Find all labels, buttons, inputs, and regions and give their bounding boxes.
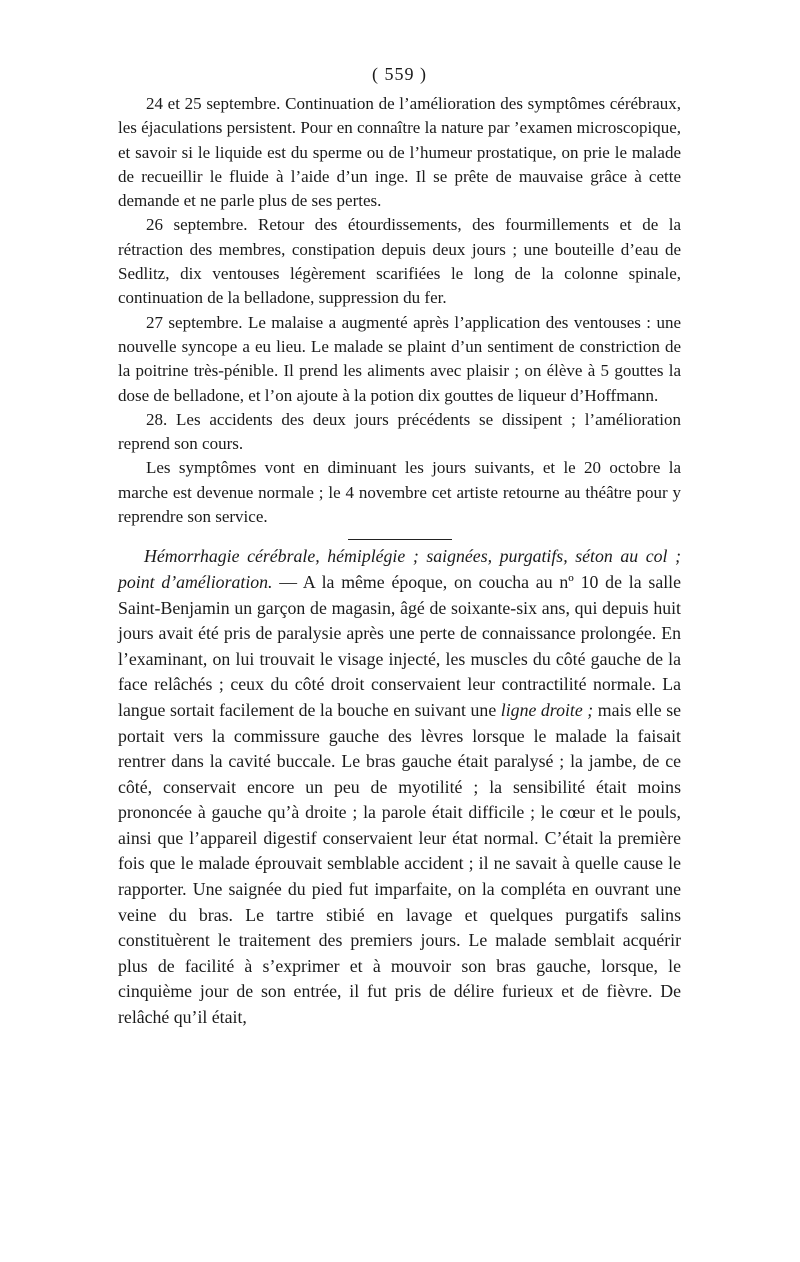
page-number: ( 559 ) (372, 64, 427, 84)
book-page (118, 62, 681, 1031)
section-separator (348, 539, 452, 540)
paragraph-sept-24-25: 24 et 25 septembre. Continuation de l’amélioration des symptômes cérébraux, les éjaculations persistent. Pour en connaître la nature par ’examen microscopique, et savoir si le liquide est du sperme ou de l’humeur prostatique, on prie le malade de recueillir le fluide à l’aide d’un inge. Il se prête de mauvaise grâce à cette demande et ne parle plus de ses pertes. (118, 94, 681, 211)
paragraph-28: 28. Les accidents des deux jours précédents se dissipent ; l’amélioration reprend son cours. (118, 409, 681, 454)
section-body-continued: mais elle se portait vers la commissure gauche des lèvres lorsque le malade la faisait rentrer dans la cavité buccale. Le bras gauche était paralysé ; la jambe, de ce côté, conservait encore un peu de myotilité ; la sensibilité était moins prononcée à gauche qu’à droite ; la parole était difficile ; le cœur et le pouls, ainsi que l’appareil digestif conservaient leur état normal. C’était la première fois que le malade éprouvait semblable accident ; il ne savait à quelle cause le rapporter. Une saignée du pied fut imparfaite, on la compléta en ouvrant une veine du bras. Le tartre stibié en lavage et quelques purgatifs salins constituèrent le traitement des premiers jours. Le malade semblait acquérir plus de facilité à s’exprimer et à mouvoir son bras gauche, lorsque, le cinquième jour de son entrée, il fut pris de délire furieux et de fièvre. De relâché qu’il était, (118, 699, 682, 1028)
case-report-paragraph (118, 544, 681, 1030)
paragraph-following-days: Les symptômes vont en diminuant les jours suivants, et le 20 octobre la marche est devenue normale ; le 4 novembre cet artiste retourne au théâtre pour y reprendre son service. (118, 458, 681, 527)
section-emphasis: ligne droite ; (500, 699, 594, 720)
paragraph-sept-27: 27 septembre. Le malaise a augmenté après l’application des ventouses : une nouvelle syncope a eu lieu. Le malade se plaint d’un sentiment de constriction de la poitrine très-pénible. Il prend les aliments avec plaisir ; on élève à 5 gouttes la dose de belladone, et l’on ajoute à la potion dix gouttes de liqueur d’Hoffmann. (118, 312, 681, 405)
section-body: — A la même époque, on coucha au nº 10 de la salle Saint-Benjamin un garçon de magasin, âgé de soixante-six ans, qui depuis huit jours avait été pris de paralysie après une perte de connaissance prolongée. En l’examinant, on lui trouvait le visage injecté, les muscles du côté gauche de la face relâchés ; ceux du côté droit conservaient leur contractilité normale. La langue sortait facilement de la bouche en suivant une (118, 571, 681, 720)
section-title: Hémorrhagie cérébrale, hémiplégie ; saignées, purgatifs, séton au col ; point d’amélioration. (118, 546, 681, 592)
paragraph-sept-26: 26 septembre. Retour des étourdissements, des fourmillements et de la rétraction des membres, constipation depuis deux jours ; une bouteille d’eau de Sedlitz, dix ventouses légèrement scarifiées le long de la colonne spinale, continuation de la belladone, suppression du fer. (118, 215, 681, 308)
